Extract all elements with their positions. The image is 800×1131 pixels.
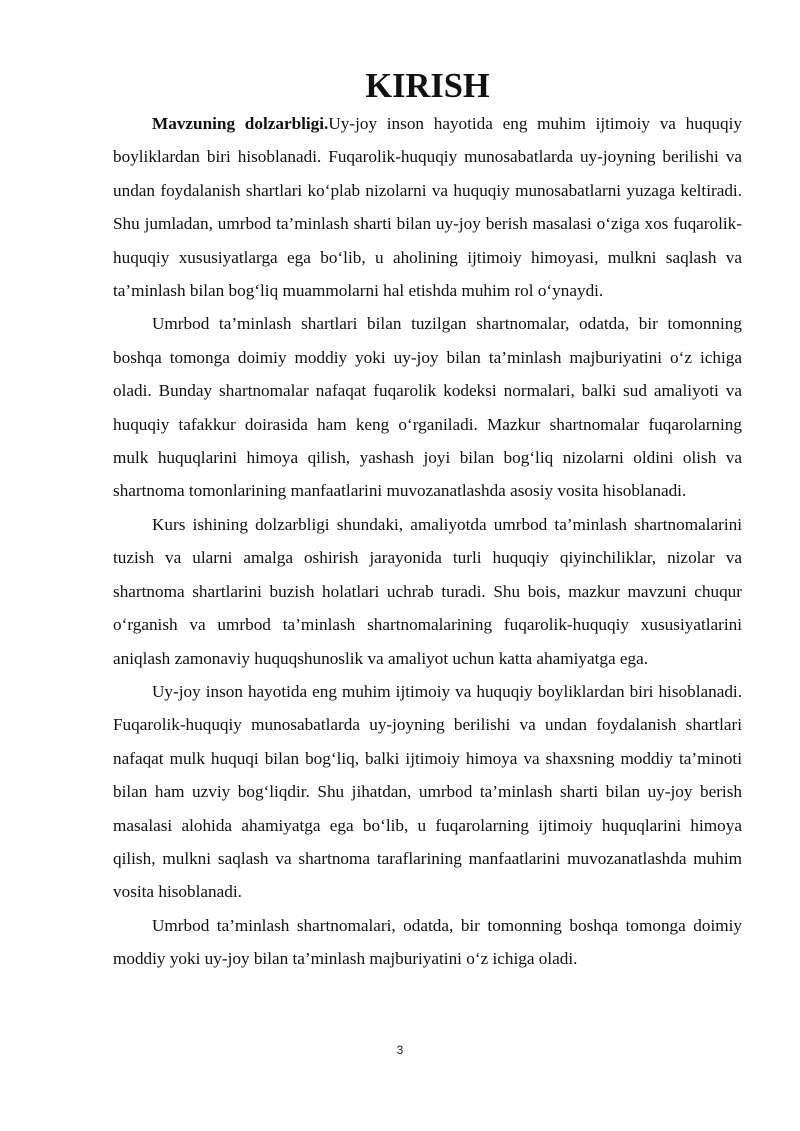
page-number: 3 — [396, 1043, 404, 1057]
paragraph-text: Uy-joy inson hayotida eng muhim ijtimoiy va huquqiy boyliklardan biri hisoblanadi. Fuqarolik-huquqiy munosabatlarda uy-joyning berilishi va undan foydalanish shartlari ko‘plab nizolarni va huquqiy munosabatlarni yuzaga keltiradi. Shu jumladan, umrbod ta’minlash sharti bilan uy-joy berish masalasi o‘ziga xos fuqarolik-huquqiy xususiyatlarga ega bo‘lib, u aholining ijtimoiy himoyasi, mulkni saqlash va ta’minlash bilan bog‘liq muammolarni hal etishda muhim rol o‘ynaydi. — [113, 114, 742, 301]
paragraph: Uy-joy inson hayotida eng muhim ijtimoiy va huquqiy boyliklardan biri hisoblanadi. Fuqarolik-huquqiy munosabatlarda uy-joyning berilishi va undan foydalanish shartlari nafaqat mulk huquqi bilan bog‘liq, balki ijtimoiy himoya va shaxsning moddiy ta’minoti bilan ham uzviy bog‘liqdir. Shu jihatdan, umrbod ta’minlash sharti bilan uy-joy berish masalasi alohida ahamiyatga ega bo‘lib, u fuqarolarning ijtimoiy huquqlarini himoya qilish, mulkni saqlash va shartnoma taraflarining manfaatlarini muvozanatlashda muhim vosita hisoblanadi. — [113, 681, 742, 902]
paragraph: Umrbod ta’minlash shartnomalari, odatda, bir tomonning boshqa tomonga doimiy moddiy yoki uy-joy bilan ta’minlash majburiyatini o‘z ichiga oladi. — [113, 915, 742, 969]
paragraph: Kurs ishining dolzarbligi shundaki, amaliyotda umrbod ta’minlash shartnomalarini tuzish va ularni amalga oshirish jarayonida turli huquqiy qiyinchiliklar, nizolar va shartnoma shartlarini buzish holatlari uchrab turadi. Shu bois, mazkur mavzuni chuqur o‘rganish va umrbod ta’minlash shartnomalarining fuqarolik-huquqiy xususiyatlarini aniqlash zamonaviy huquqshunoslik va amaliyot uchun katta ahamiyatga ega. — [113, 514, 742, 668]
paragraph: Umrbod ta’minlash shartlari bilan tuzilgan shartnomalar, odatda, bir tomonning boshqa tomonga doimiy moddiy yoki uy-joy bilan ta’minlash majburiyatini o‘z ichiga oladi. Bunday shartnomalar nafaqat fuqarolik kodeksi normalari, balki sud amaliyoti va huquqiy tafakkur doirasida ham keng o‘rganiladi. Mazkur shartnomalar fuqarolarning mulk huquqlarini himoya qilish, yashash joyi bilan bog‘liq nizolarni oldini olish va shartnoma tomonlarining manfaatlarini muvozanatlashda asosiy vosita hisoblanadi. — [113, 314, 742, 501]
paragraph-lead: Mavzuning dolzarbligi. — [152, 114, 329, 133]
paragraph-relevance — [113, 107, 742, 307]
page-heading: KIRISH — [365, 67, 490, 105]
document-page — [113, 67, 742, 976]
